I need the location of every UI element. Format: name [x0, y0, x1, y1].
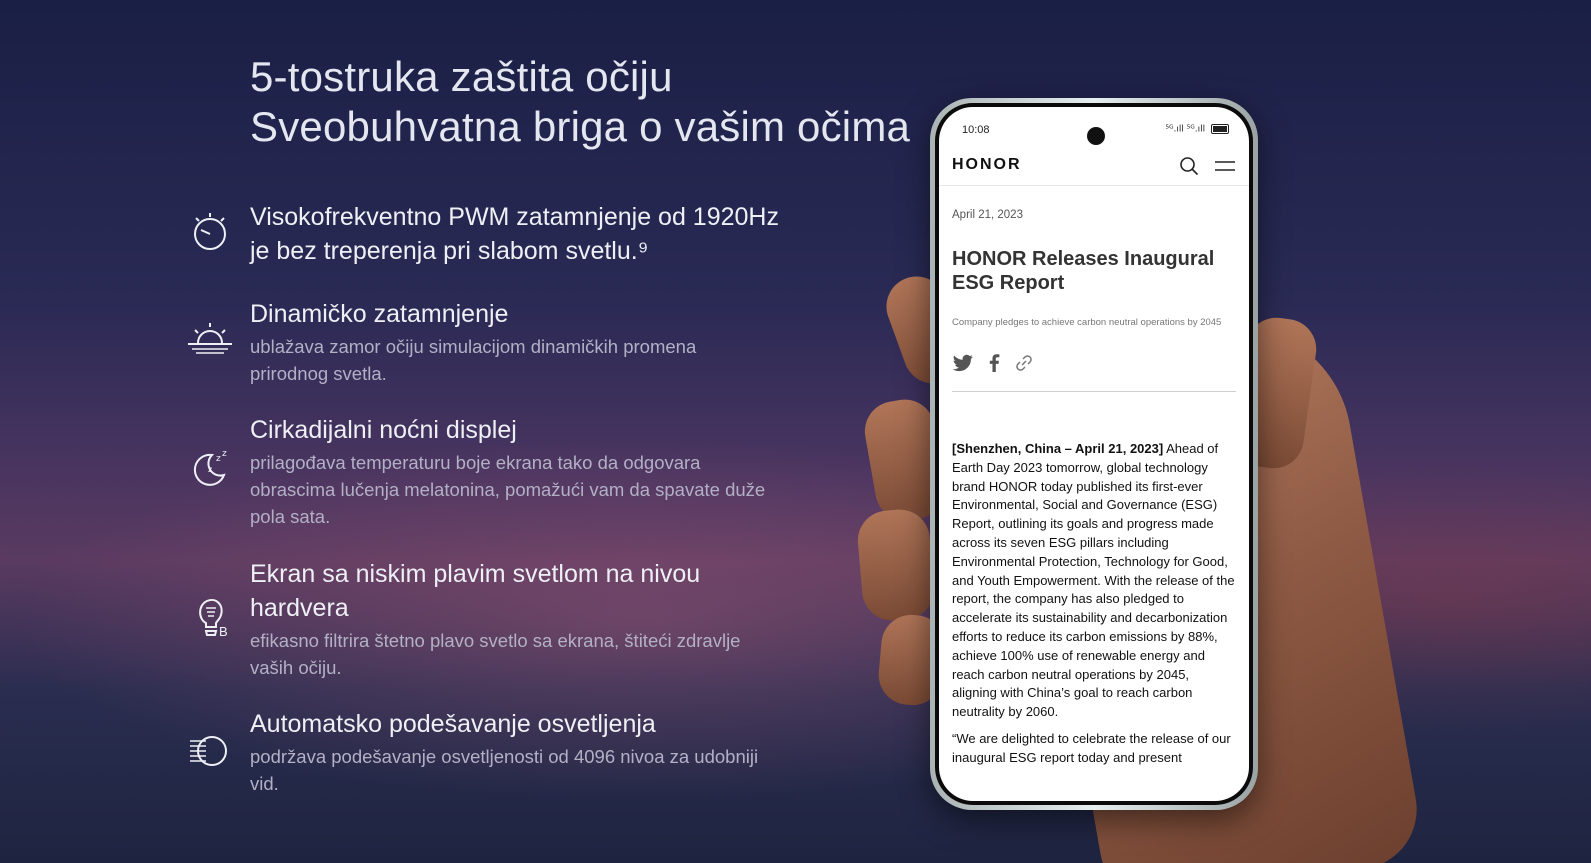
feature-title: Cirkadijalni noćni displej — [250, 416, 517, 444]
status-time: 10:08 — [962, 124, 990, 136]
article-quote: “We are delighted to celebrate the release of our inaugural ESG report today and present — [952, 730, 1231, 765]
feature-description-line: prilagođava temperaturu boje ekrana tako da odgovara — [250, 452, 701, 473]
twitter-icon[interactable] — [952, 354, 974, 372]
feature-title: Dinamičko zatamnjenje — [250, 300, 509, 328]
feature-description-line: pola sata. — [250, 506, 331, 527]
article-body-text: Ahead of Earth Day 2023 tomorrow, global technology brand HONOR today published its first-ever Environmental, Social and Governance (ESG) Report, outlining its goals and progress made across its seven ESG pillars including Environmental Protection, Technology for Good, and Youth Empowerment. With the release of the report, the company has also pledged to accelerate its sustainability and decarbonization efforts to reduce its carbon emissions by 88%, achieve 100% use of renewable energy and reach carbon neutral operations by 2045, aligning with China’s goal to reach carbon neutrality by 2060. — [952, 441, 1235, 720]
phone-screen — [939, 107, 1249, 801]
feature-description-line: vaših očiju. — [250, 657, 342, 678]
flicker-free-icon — [186, 208, 234, 256]
bulb-blue-light-icon — [186, 593, 234, 641]
feature-auto-brightness — [186, 707, 806, 797]
article — [952, 185, 1236, 768]
feature-description-line: vid. — [250, 773, 279, 794]
status-icons — [1166, 124, 1229, 135]
svg-text:z: z — [216, 454, 221, 464]
feature-title: Automatsko podešavanje osvetljenja — [250, 710, 656, 738]
svg-text:z: z — [222, 449, 227, 459]
feature-low-blue-light — [186, 557, 806, 681]
brightness-levels-icon — [186, 727, 234, 775]
hamburger-menu-icon[interactable] — [1214, 158, 1236, 174]
article-divider — [952, 391, 1236, 392]
feature-circadian-display — [186, 413, 806, 530]
search-icon[interactable] — [1179, 156, 1199, 176]
feature-description — [250, 743, 806, 797]
moon-sleep-icon — [186, 445, 234, 493]
feature-description-line: ublažava zamor očiju simulacijom dinamičkih promena — [250, 336, 697, 357]
feature-description — [250, 449, 806, 530]
feature-description — [250, 627, 806, 681]
battery-icon — [1211, 124, 1229, 134]
article-title: HONOR Releases Inaugural ESG Report — [952, 248, 1215, 294]
status-bar — [939, 107, 1249, 147]
phone-mockup — [930, 98, 1258, 810]
feature-title-line: Ekran sa niskim plavim svetlom na nivou — [250, 560, 701, 588]
headline-line-2: Sveobuhvatna briga o vašim očima — [250, 103, 911, 150]
feature-description-line: podržava podešavanje osvetljenosti od 4096 nivoa za udobniji — [250, 746, 759, 767]
article-subtitle: Company pledges to achieve carbon neutral operations by 2045 — [952, 317, 1222, 328]
share-bar — [952, 351, 1236, 375]
article-lead-bold: [Shenzhen, China – April 21, 2023] — [952, 441, 1164, 456]
article-body — [952, 440, 1236, 722]
feature-description-line: obrascima lučenja melatonina, pomažući vam da spavate duže — [250, 479, 766, 500]
facebook-icon[interactable] — [988, 354, 1000, 372]
feature-title — [250, 557, 806, 625]
headline — [250, 52, 910, 152]
article-date: April 21, 2023 — [952, 209, 1023, 221]
headline-line-1: 5-tostruka zaštita očiju — [250, 53, 673, 100]
feature-dynamic-dimming — [186, 297, 806, 387]
feature-title — [250, 200, 806, 268]
svg-text:z: z — [208, 465, 213, 474]
signal-icon: ⁵ᴳ.ıll ⁵ᴳ.ıll — [1165, 124, 1206, 135]
bulb-letter: B — [219, 624, 228, 639]
feature-description — [250, 333, 806, 387]
feature-title-line: Visokofrekventno PWM zatamnjenje od 1920Hz — [250, 203, 779, 231]
feature-title-line: je bez treperenja pri slabom svetlu.⁹ — [250, 237, 649, 265]
front-camera — [1087, 127, 1105, 145]
feature-pwm-dimming — [186, 200, 806, 268]
finger-ring — [855, 507, 936, 623]
link-icon[interactable] — [1014, 353, 1034, 373]
phone-bezel — [935, 103, 1253, 805]
honor-logo[interactable]: HONOR — [952, 156, 1022, 173]
feature-description-line: efikasno filtrira štetno plavo svetlo sa ekrana, štiteći zdravlje — [250, 630, 741, 651]
site-header — [939, 147, 1249, 186]
sunrise-icon — [186, 317, 234, 365]
feature-title-line: hardvera — [250, 594, 349, 622]
feature-description-line: prirodnog svetla. — [250, 363, 387, 384]
